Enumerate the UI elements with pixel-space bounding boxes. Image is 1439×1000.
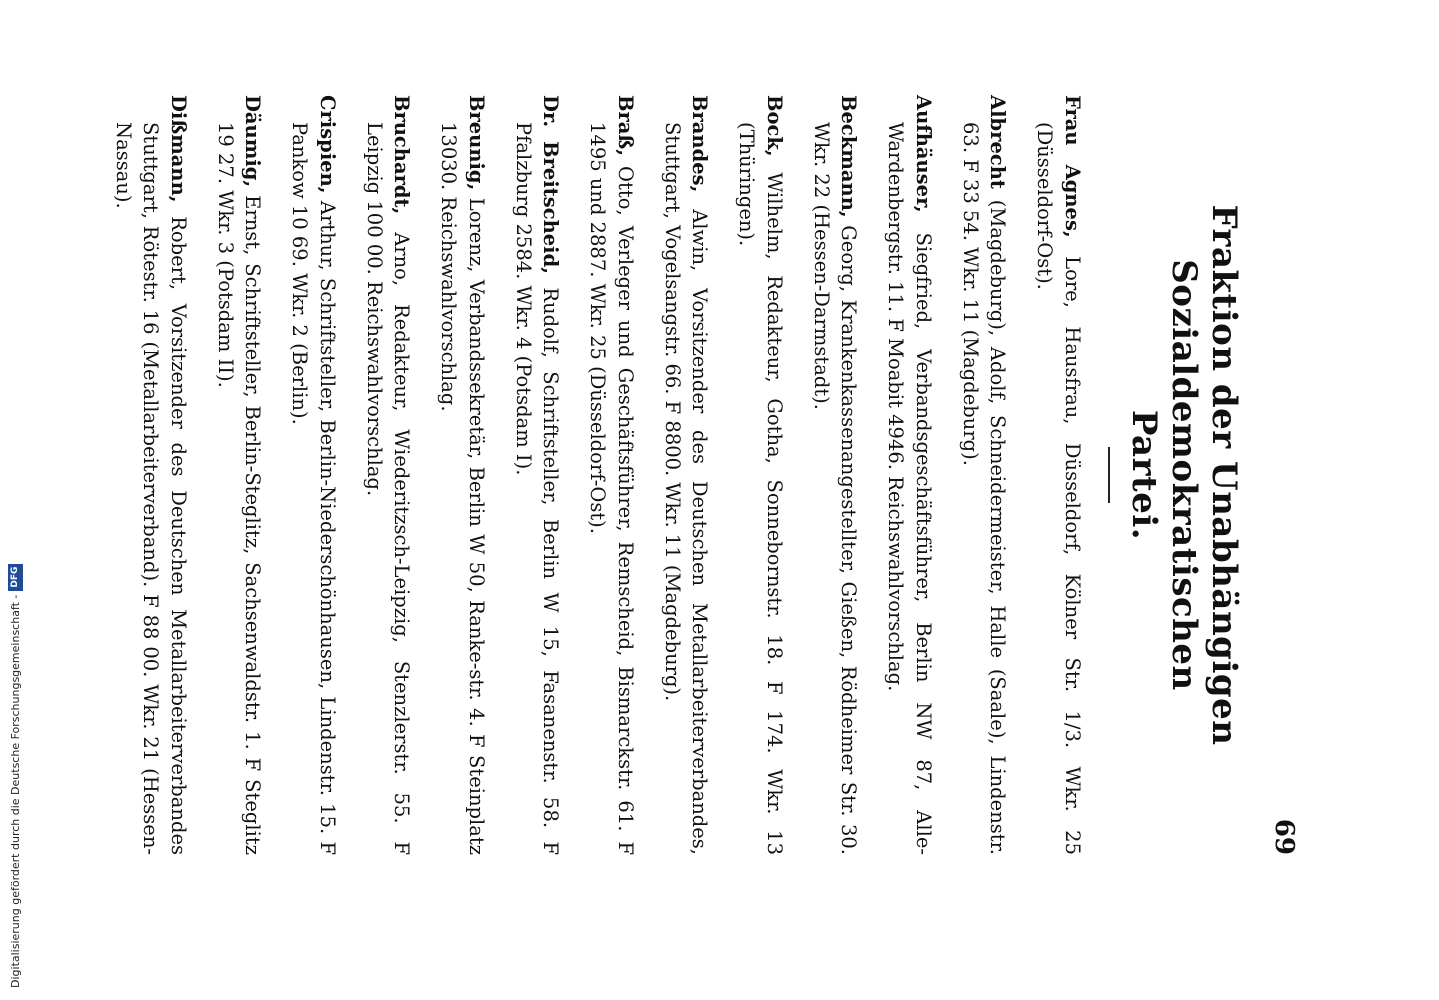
member-entry — [110, 95, 193, 855]
member-entry — [882, 95, 937, 855]
member-entry — [361, 95, 416, 855]
member-entry — [510, 95, 565, 855]
member-name: Dißmann, — [167, 95, 190, 203]
member-details: Arthur, Schriftsteller, Berlin-Niederschönhausen, Lindenstr. 15. F Pankow 10 69. Wkr. 2 (Berlin). — [288, 122, 339, 855]
member-name: Beckmann, — [837, 95, 861, 218]
member-details: Lore, Hausfrau, Düsseldorf, Kölner Str. 1/3. Wkr. 25 (Düsseldorf-Ost). — [1033, 122, 1084, 855]
member-entry — [1031, 95, 1086, 855]
member-entry — [435, 95, 490, 855]
member-entry — [957, 95, 1012, 855]
member-entry — [286, 95, 341, 855]
member-name: Albrecht — [986, 95, 1010, 189]
member-entry — [212, 95, 267, 855]
member-details: Otto, Verleger und Geschäftsführer, Remscheid, Bismarckstr. 61. F 1495 und 2887. Wkr. 25 (Düsseldorf-Ost). — [586, 122, 637, 855]
member-details: Siegfried, Verbandsgeschäftsführer, Berlin NW 87, Alle-Wardenbergstr. 11. F Moabit 4946. Reichswahlvorschlag. — [884, 122, 935, 855]
page-body — [112, 95, 1299, 855]
member-list — [110, 95, 1087, 855]
member-details: (Magdeburg), Adolf, Schneidermeister, Halle (Saale), Lindenstr. 63. F 33 54. Wkr. 11 (Magdeburg). — [959, 122, 1010, 855]
member-details: Wilhelm, Redakteur, Gotha, Sonnebornstr. 18. F 174. Wkr. 13 (Thüringen). — [735, 122, 786, 855]
member-name: Bruchardt, — [390, 95, 414, 215]
funding-credit: Digitalisierung gefördert durch die Deutsche Forschungsgemeinschaft - — [8, 594, 22, 988]
footer-line — [0, 0, 30, 1000]
member-name: Dr. Breitscheid, — [539, 95, 563, 275]
member-name: Crispien, — [316, 95, 339, 194]
member-name: Breunig, — [465, 95, 488, 191]
rotated-page — [30, 0, 1439, 1000]
member-entry — [659, 95, 714, 855]
member-entry — [808, 95, 863, 855]
member-details: Rudolf, Schriftsteller, Berlin W 15, Fasanenstr. 58. F Pfalzburg 2584. Wkr. 4 (Potsdam I). — [512, 122, 563, 855]
footer — [0, 0, 30, 1000]
section-heading — [1124, 95, 1244, 855]
heading-divider — [1108, 447, 1110, 503]
member-details: Ernst, Schriftsteller, Berlin-Steglitz, Sachsenwaldstr. 1. F Steglitz 19 27. Wkr. 3 (Potsdam II). — [214, 122, 265, 855]
heading-line-1: Fraktion der Unabhängigen Sozialdemokratischen — [1164, 204, 1244, 746]
heading-line-2: Partei. — [1124, 409, 1164, 541]
member-name: Frau Agnes, — [1061, 95, 1084, 238]
member-entry — [733, 95, 788, 855]
member-details: Robert, Vorsitzender des Deutschen Metallarbeiterverbandes Stuttgart, Rötestr. 16 (Metallarbeiterverband). F 88 00. Wkr. 21 (Hessen-Nassau). — [112, 122, 190, 855]
document-page — [30, 0, 1439, 1000]
page-number: 69 — [1269, 818, 1299, 855]
member-name: Aufhäuser, — [912, 95, 935, 213]
member-details: Georg, Krankenkassenangestellter, Gießen, Rödheimer Str. 30. Wkr. 22 (Hessen-Darmstadt). — [810, 122, 861, 855]
member-name: Braß, — [614, 95, 637, 156]
member-name: Däumig, — [241, 95, 265, 188]
member-name: Bock, — [763, 95, 786, 157]
member-details: Arno, Redakteur, Wiederitzsch-Leipzig, Stenzlerstr. 55. F Leipzig 100 00. Reichswahlvorschlag. — [363, 122, 414, 855]
member-details: Lorenz, Verbandssekretär, Berlin W 50, Ranke-str. 4. F Steinplatz 13030. Reichswahlvorschlag. — [437, 122, 488, 855]
member-details: Alwin, Vorsitzender des Deutschen Metallarbeiterverbandes, Stuttgart, Vogelsangstr. 66. F 8800. Wkr. 11 (Magdeburg). — [661, 122, 712, 855]
member-entry — [584, 95, 639, 855]
member-name: Brandes, — [688, 95, 712, 193]
dfg-logo: DFG — [8, 564, 23, 591]
